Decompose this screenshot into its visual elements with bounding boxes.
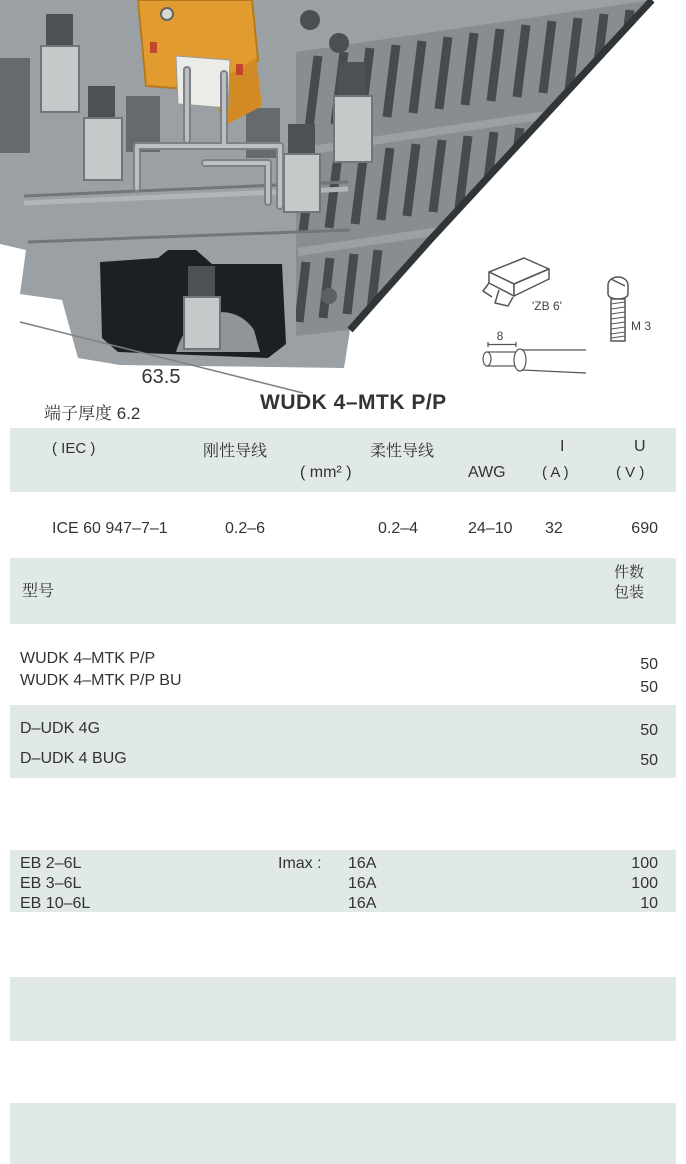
model-qty: 50 <box>640 679 658 696</box>
top-hole-2 <box>329 33 349 53</box>
thickness-note: 端子厚度 6.2 <box>44 404 141 423</box>
model-header-band <box>10 558 676 624</box>
dimension-label: 63.5 <box>141 366 181 388</box>
mounting-hole <box>321 288 337 304</box>
imax-value: 16A <box>348 875 377 892</box>
model-qty: 100 <box>631 855 658 872</box>
model-name: D–UDK 4 BUG <box>20 750 127 767</box>
model-name: EB 10–6L <box>20 895 91 912</box>
col-awg: AWG <box>468 464 506 481</box>
spec-header-band <box>10 428 676 492</box>
col-voltage-unit: ( V ) <box>616 464 645 481</box>
imax-value: 16A <box>348 855 377 872</box>
model-qty: 50 <box>640 752 658 769</box>
model-qty: 50 <box>640 656 658 673</box>
model-qty: 100 <box>631 875 658 892</box>
zb6-label: 'ZB 6' <box>532 299 562 313</box>
spec-flexible: 0.2–4 <box>378 520 419 537</box>
col-current: I <box>560 438 565 455</box>
strip-length-label: 8 <box>496 329 504 343</box>
spec-rigid: 0.2–6 <box>225 520 266 537</box>
col-pack-qty <box>614 563 644 603</box>
m3-screw-drawing <box>608 277 628 341</box>
col-pack-line2: 包装 <box>614 584 645 601</box>
model-qty: 10 <box>640 895 658 912</box>
col-pack-line1: 件数 <box>614 564 645 581</box>
product-photo <box>0 0 686 425</box>
page-title: WUDK 4–MTK P/P <box>260 391 447 414</box>
col-model: 型号 <box>22 583 55 600</box>
col-rigid-wire: 刚性导线 <box>203 443 268 460</box>
col-voltage: U <box>634 438 646 455</box>
model-name: D–UDK 4G <box>20 720 101 737</box>
m3-label: M 3 <box>631 319 652 333</box>
spec-standard: ICE 60 947–7–1 <box>52 520 168 537</box>
spec-current: 32 <box>545 520 563 537</box>
imax-label: Imax : <box>278 855 322 872</box>
wire-strip-drawing <box>483 342 586 373</box>
model-qty: 50 <box>640 722 658 739</box>
model-name: EB 2–6L <box>20 855 82 872</box>
empty-band-1 <box>10 977 676 1041</box>
col-iec: ( IEC ) <box>52 440 96 457</box>
empty-band-2 <box>10 1103 676 1164</box>
model-name: EB 3–6L <box>20 875 82 892</box>
model-name: WUDK 4–MTK P/P BU <box>20 672 182 689</box>
col-current-unit: ( A ) <box>542 464 569 481</box>
imax-value: 16A <box>348 895 377 912</box>
col-flexible-wire: 柔性导线 <box>370 443 435 460</box>
top-hole-1 <box>300 10 320 30</box>
col-mm2: ( mm² ) <box>300 464 352 481</box>
model-name: WUDK 4–MTK P/P <box>20 650 156 667</box>
spec-awg: 24–10 <box>468 520 513 537</box>
spec-voltage: 690 <box>631 520 658 537</box>
eb-band <box>10 850 676 912</box>
